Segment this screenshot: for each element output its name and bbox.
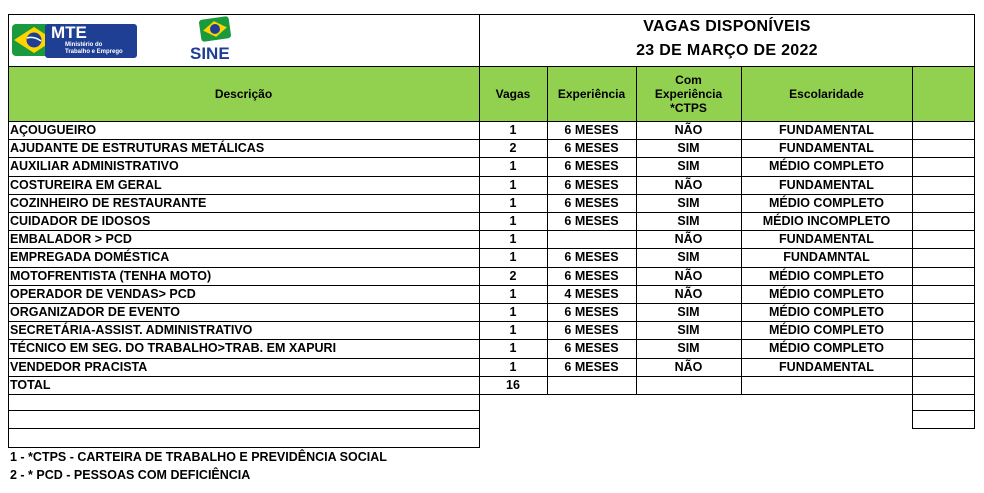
cell-ctps: SIM: [677, 305, 700, 319]
grid-hline: [8, 230, 975, 231]
cell-descricao: AÇOUGUEIRO: [10, 123, 97, 137]
cell-descricao: COZINHEIRO DE RESTAURANTE: [10, 195, 207, 210]
cell-ctps: SIM: [677, 323, 700, 338]
cell-vagas: 1: [509, 177, 517, 192]
cell-vagas: 1: [509, 214, 517, 228]
grid-hline: [8, 303, 975, 304]
cell-escolaridade: FUNDAMENTAL: [779, 141, 874, 156]
grid-vline: [912, 66, 913, 121]
page-date: 23 DE MARÇO DE 2022: [636, 42, 818, 59]
cell-escolaridade: MÉDIO COMPLETO: [768, 268, 885, 283]
logo-sine-text: SINE: [190, 44, 230, 63]
cell-experiencia: 4 MESES: [564, 286, 619, 301]
cell-escolaridade: FUNDAMNTAL: [783, 250, 870, 265]
logo-mte-text: MTE: [51, 23, 87, 42]
cell-escolaridade: FUNDAMENTAL: [779, 232, 874, 247]
grid-vline: [741, 66, 742, 121]
cell-experiencia: 6 MESES: [564, 159, 619, 174]
cell-escolaridade: MÉDIO COMPLETO: [768, 341, 885, 356]
grid-hline: [8, 394, 975, 395]
cell-vagas: 1: [509, 305, 517, 319]
page-title: VAGAS DISPONÍVEIS: [643, 18, 811, 35]
grid-hline: [912, 428, 975, 429]
grid-vline: [912, 121, 913, 394]
footnote-ctps: 1 - *CTPS - CARTEIRA DE TRABALHO E PREVIDÊNCIA SOCIAL: [10, 450, 387, 464]
cell-ctps: SIM: [677, 341, 700, 356]
cell-ctps: SIM: [677, 159, 700, 174]
cell-experiencia: 6 MESES: [564, 323, 619, 338]
cell-escolaridade: MÉDIO COMPLETO: [768, 195, 885, 210]
cell-vagas: 2: [509, 141, 517, 156]
cell-experiencia: 6 MESES: [564, 214, 619, 228]
cell-descricao: TÉCNICO EM SEG. DO TRABALHO>TRAB. EM XAPURI: [10, 341, 337, 356]
grid-vline: [741, 121, 742, 394]
cell-experiencia: 6 MESES: [564, 195, 619, 210]
grid-vline: [479, 394, 480, 447]
grid-hline: [8, 139, 975, 140]
grid-hline: [8, 376, 975, 377]
col-com-experiencia: [636, 66, 741, 121]
grid-hline: [8, 66, 975, 67]
col-escolaridade: Escolaridade: [789, 86, 864, 101]
cell-ctps: NÃO: [674, 268, 703, 283]
col-com-experiencia-line2: Experiência: [654, 86, 723, 101]
cell-ctps: NÃO: [674, 232, 703, 247]
cell-escolaridade: MÉDIO COMPLETO: [768, 323, 885, 338]
grid-vline: [479, 66, 480, 121]
cell-descricao: EMBALADOR > PCD: [10, 232, 132, 247]
total-vagas: 16: [506, 377, 520, 392]
cell-vagas: 1: [509, 286, 517, 301]
total-label: TOTAL: [10, 377, 51, 392]
grid-hline: [8, 358, 975, 359]
grid-vline: [8, 14, 9, 448]
grid-vline: [912, 394, 913, 429]
cell-descricao: SECRETÁRIA-ASSIST. ADMINISTRATIVO: [10, 323, 253, 338]
cell-escolaridade: FUNDAMENTAL: [779, 177, 874, 192]
grid-vline: [547, 121, 548, 394]
cell-experiencia: 6 MESES: [564, 141, 619, 156]
cell-escolaridade: MÉDIO COMPLETO: [768, 159, 885, 174]
sine-flag-icon: [198, 16, 232, 44]
cell-ctps: SIM: [677, 141, 700, 156]
logo-mte-sub2: Trabalho e Emprego: [65, 49, 123, 55]
cell-experiencia: 6 MESES: [564, 123, 619, 137]
cell-vagas: 1: [509, 195, 517, 210]
grid-hline: [8, 212, 975, 213]
grid-vline: [479, 121, 480, 394]
grid-hline: [8, 121, 975, 122]
cell-experiencia: 6 MESES: [564, 341, 619, 356]
cell-vagas: 1: [509, 250, 517, 265]
grid-hline: [8, 447, 480, 448]
cell-ctps: SIM: [677, 214, 700, 228]
logo-sine: [188, 16, 240, 66]
footnote-pcd: 2 - * PCD - PESSOAS COM DEFICIÊNCIA: [10, 468, 251, 482]
cell-descricao: VENDEDOR PRACISTA: [10, 359, 148, 374]
cell-ctps: NÃO: [674, 177, 703, 192]
col-experiencia: Experiência: [557, 86, 626, 101]
grid-vline: [974, 394, 975, 429]
cell-escolaridade: FUNDAMENTAL: [779, 359, 874, 374]
cell-descricao: CUIDADOR DE IDOSOS: [10, 214, 151, 228]
grid-hline: [8, 410, 480, 411]
cell-descricao: MOTOFRENTISTA (TENHA MOTO): [10, 268, 212, 283]
cell-experiencia: 6 MESES: [564, 359, 619, 374]
cell-ctps: SIM: [677, 250, 700, 265]
grid-vline: [636, 121, 637, 394]
cell-experiencia: 6 MESES: [564, 250, 619, 265]
col-descricao: Descrição: [214, 86, 273, 101]
grid-hline: [8, 267, 975, 268]
cell-experiencia: 6 MESES: [564, 268, 619, 283]
cell-vagas: 1: [509, 359, 517, 374]
cell-vagas: 2: [509, 268, 517, 283]
grid-hline: [8, 157, 975, 158]
cell-ctps: NÃO: [674, 286, 703, 301]
grid-hline: [8, 285, 975, 286]
grid-vline: [547, 66, 548, 121]
cell-experiencia: 6 MESES: [564, 305, 619, 319]
cell-descricao: COSTUREIRA EM GERAL: [10, 177, 162, 192]
grid-hline: [8, 248, 975, 249]
cell-escolaridade: MÉDIO COMPLETO: [768, 286, 885, 301]
grid-hline: [8, 428, 480, 429]
grid-vline: [974, 14, 975, 121]
cell-experiencia: 6 MESES: [564, 177, 619, 192]
grid-hline: [8, 321, 975, 322]
cell-vagas: 1: [509, 123, 517, 137]
cell-ctps: NÃO: [674, 123, 703, 137]
cell-vagas: 1: [509, 341, 517, 356]
grid-vline: [479, 14, 480, 66]
cell-escolaridade: MÉDIO INCOMPLETO: [762, 214, 891, 228]
cell-descricao: EMPREGADA DOMÉSTICA: [10, 250, 170, 265]
cell-vagas: 1: [509, 323, 517, 338]
col-com-experiencia-line1: Com: [675, 72, 702, 87]
cell-descricao: OPERADOR DE VENDAS> PCD: [10, 286, 196, 301]
cell-descricao: AUXILIAR ADMINISTRATIVO: [10, 159, 179, 174]
cell-escolaridade: MÉDIO COMPLETO: [768, 305, 885, 319]
cell-ctps: SIM: [677, 195, 700, 210]
col-com-experiencia-line3: *CTPS: [670, 100, 707, 115]
cell-vagas: 1: [509, 232, 517, 247]
grid-hline: [8, 176, 975, 177]
logo-mte-sub1: Ministério do: [65, 42, 103, 48]
cell-escolaridade: FUNDAMENTAL: [779, 123, 874, 137]
grid-hline: [8, 194, 975, 195]
grid-hline: [912, 410, 975, 411]
cell-descricao: AJUDANTE DE ESTRUTURAS METÁLICAS: [10, 141, 265, 156]
cell-ctps: NÃO: [674, 359, 703, 374]
grid-hline: [8, 339, 975, 340]
cell-descricao: ORGANIZADOR DE EVENTO: [10, 305, 180, 319]
cell-vagas: 1: [509, 159, 517, 174]
logo-mte: [11, 20, 137, 60]
grid-vline: [636, 66, 637, 121]
col-vagas: Vagas: [495, 86, 531, 101]
grid-hline: [8, 14, 975, 15]
grid-vline: [974, 121, 975, 394]
